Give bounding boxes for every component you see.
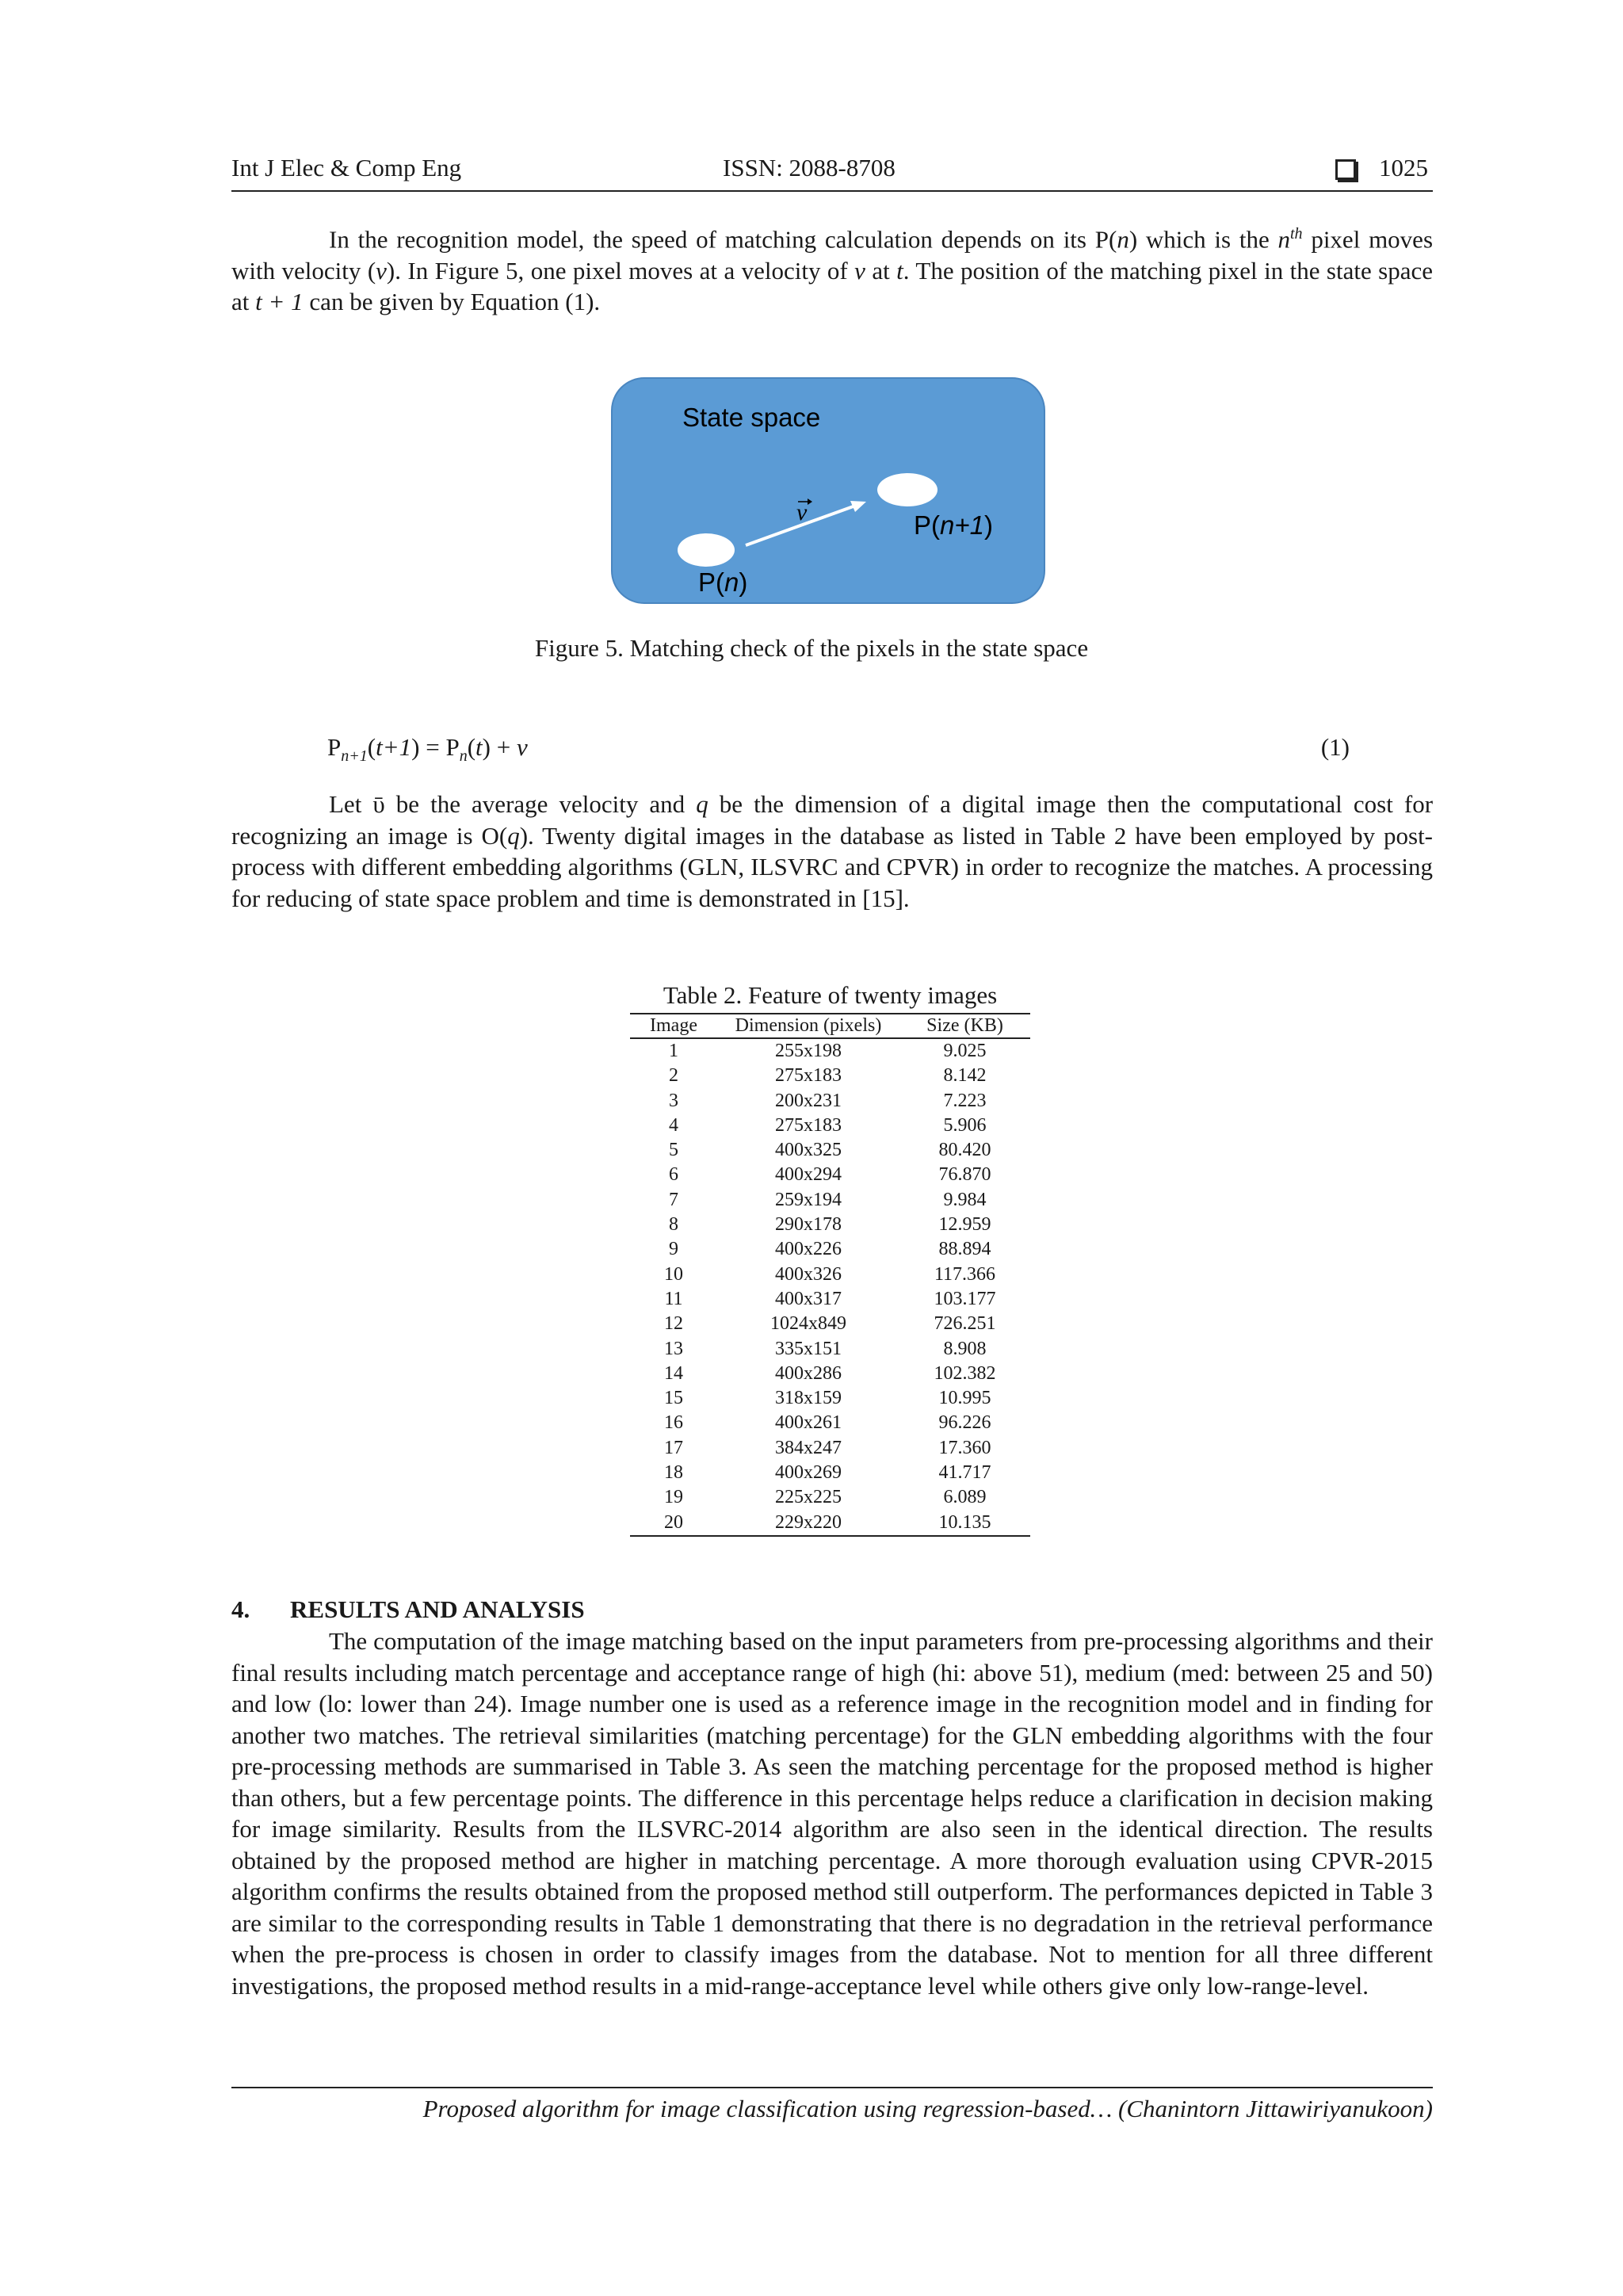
- table-cell: 8.908: [943, 1338, 987, 1359]
- table-cell: 10.135: [899, 1511, 1030, 1536]
- table-cell: 6.089: [943, 1487, 987, 1508]
- table-cell: 19: [664, 1487, 683, 1508]
- table-row: [630, 1511, 1030, 1536]
- table-cell: 80.420: [938, 1140, 991, 1161]
- table-cell: 259x194: [775, 1189, 842, 1210]
- table-cell: 11: [664, 1288, 683, 1309]
- table-2: [630, 981, 1030, 1537]
- table-row: [630, 1485, 1030, 1510]
- table-cell: 41.717: [938, 1462, 991, 1484]
- table-cell: 12.959: [938, 1214, 991, 1236]
- table-cell: 384x247: [775, 1437, 842, 1458]
- table-row: [630, 1213, 1030, 1237]
- table-cell: 102.382: [934, 1362, 996, 1384]
- table-cell: 10: [664, 1263, 683, 1285]
- table-cell: 12: [664, 1313, 683, 1335]
- equation-1: $P_{n+1}(t+1) = P_n(t) + v$ (1): [327, 733, 1350, 766]
- table-row: [630, 1064, 1030, 1088]
- table-cell: 5: [669, 1140, 678, 1161]
- table-row: [630, 1163, 1030, 1187]
- table-cell: 7.223: [943, 1090, 987, 1111]
- table-row: [630, 1138, 1030, 1163]
- table-cell: 400x317: [775, 1288, 842, 1309]
- table-row: [630, 1386, 1030, 1411]
- table-cell: 1024x849: [770, 1313, 846, 1335]
- table-cell: 20: [630, 1511, 717, 1536]
- table-header-row: [630, 1014, 1030, 1038]
- table-row: [630, 1237, 1030, 1262]
- table-header-cell: Dimension (pixels): [717, 1014, 899, 1038]
- table-cell: 275x183: [775, 1114, 842, 1136]
- page-footer: Proposed algorithm for image classification using regression-based… (Chanintorn Jittawiriyanukoon): [231, 2087, 1433, 2123]
- table-cell: 200x231: [775, 1090, 842, 1111]
- table-cell: 15: [664, 1388, 683, 1409]
- table-cell: 400x294: [775, 1164, 842, 1186]
- table-row: [630, 1038, 1030, 1064]
- table-cell: 76.870: [938, 1164, 991, 1186]
- table-cell: 726.251: [934, 1313, 996, 1335]
- pn-label: P(n): [698, 567, 748, 597]
- table-cell: 103.177: [934, 1288, 996, 1309]
- table-cell: 17.360: [938, 1437, 991, 1458]
- table-cell: 9.984: [943, 1189, 987, 1210]
- table-cell: 16: [664, 1412, 683, 1434]
- equation-number: (1): [1320, 733, 1350, 761]
- page-header: [231, 154, 1433, 192]
- table-cell: 229x220: [717, 1511, 899, 1536]
- table-cell: 8.142: [943, 1065, 987, 1087]
- table-row: [630, 1188, 1030, 1213]
- table-row: [630, 1411, 1030, 1435]
- table-row: [630, 1312, 1030, 1336]
- journal-name: Int J Elec & Comp Eng: [231, 154, 462, 181]
- table-cell: 10.995: [938, 1388, 991, 1409]
- section-title: RESULTS AND ANALYSIS: [290, 1595, 585, 1623]
- table-cell: 400x326: [775, 1263, 842, 1285]
- intro-paragraph: In the recognition model, the speed of matching calculation depends on its P(n) which is the $n^{th}$ pixel moves with velocity (v). In Figure 5, one pixel moves at a velocity of v at t. The position of the matching pixel in the state space at t + 1 can be given by Equation (1).: [231, 225, 1434, 316]
- table-cell: 1: [669, 1041, 678, 1061]
- table-header-cell: Size (KB): [899, 1014, 1030, 1038]
- section-4-paragraph: The computation of the image matching based on the input parameters from pre-processing algorithms and their final results including match percentage and acceptance range of high (hi: above 51), medium (med: between 25 and 50) and low (lo: lower than 24). Image number one is used as a reference image in the recognition model and in finding for another two matches. The retrieval similarities (matching percentage) for the GLN embedding algorithms with the four pre-processing methods are summarised in Table 3. As seen the matching percentage for the proposed method is higher than others, but a few percentage points. The difference in this percentage helps reduce a clarification in decision making for image similarity. Results from the ILSVRC-2014 algorithm are also seen in the identical direction. The results obtained by the proposed method are higher in matching percentage. A more thorough evaluation using CPVR-2015 algorithm confirms the results obtained from the proposed method still outperform. The performances depicted in Table 3 are similar to the corresponding results in Table 1 demonstrating that there is no degradation in the retrieval performance when the pre-process is chosen in order to classify images from the database. Not to mention for all three different investigations, the proposed method results in a mid-range-acceptance level while others give only low-range-level.: [231, 1627, 1433, 2000]
- table-cell: 18: [664, 1462, 683, 1484]
- table-cell: 400x286: [775, 1362, 842, 1384]
- velocity-arrow-icon: [613, 379, 1047, 606]
- table-cell: 4: [669, 1114, 678, 1136]
- table-cell: 14: [664, 1362, 683, 1384]
- table-cell: 17: [664, 1437, 683, 1458]
- table-cell: 8: [669, 1214, 678, 1236]
- section-number: 4.: [231, 1595, 250, 1623]
- table-cell: 275x183: [775, 1065, 842, 1087]
- checkbox-square-icon: [1335, 159, 1356, 180]
- table-row: [630, 1263, 1030, 1287]
- velocity-label: v: [796, 499, 808, 525]
- table-row: [630, 1362, 1030, 1386]
- feature-table: [630, 1013, 1030, 1537]
- table-row: [630, 1337, 1030, 1362]
- table-cell: 7: [669, 1189, 678, 1210]
- table-row: [630, 1436, 1030, 1461]
- table-cell: 400x261: [775, 1412, 842, 1434]
- table-title: Table 2. Feature of twenty images: [663, 981, 998, 1009]
- table-cell: 318x159: [775, 1388, 842, 1409]
- pn1-label: P(n+1): [914, 510, 993, 540]
- table-cell: 255x198: [775, 1041, 842, 1061]
- table-cell: 225x225: [775, 1487, 842, 1508]
- table-row: [630, 1287, 1030, 1312]
- page-number: 1025: [1379, 154, 1428, 181]
- table-cell: 117.366: [934, 1263, 996, 1285]
- table-header-cell: Image: [630, 1014, 717, 1038]
- table-cell: 400x325: [775, 1140, 842, 1161]
- table-cell: 400x269: [775, 1462, 842, 1484]
- table-cell: 400x226: [775, 1239, 842, 1260]
- table-cell: 3: [669, 1090, 678, 1111]
- figure-caption: Figure 5. Matching check of the pixels in the state space: [534, 634, 1089, 662]
- table-cell: 96.226: [938, 1412, 991, 1434]
- issn: ISSN: 2088-8708: [723, 154, 896, 181]
- paragraph-2: Let ῡ be the average velocity and q be the dimension of a digital image then the computational cost for recognizing an image is O(q). Twenty digital images in the database as listed in Table 2 have been employed by post-process with different embedding algorithms (GLN, ILSVRC and CPVR) in order to recognize the matches. A processing for reducing of state space problem and time is demonstrated in [15].: [231, 790, 1434, 912]
- state-space-figure: [611, 377, 1045, 604]
- table-row: [630, 1089, 1030, 1114]
- table-cell: 290x178: [775, 1214, 842, 1236]
- table-cell: 9.025: [943, 1041, 987, 1061]
- table-cell: 13: [664, 1338, 683, 1359]
- table-cell: 6: [669, 1164, 678, 1186]
- table-cell: 335x151: [775, 1338, 842, 1359]
- state-space-label: State space: [682, 403, 821, 432]
- section-heading: [231, 1595, 585, 1624]
- table-cell: 88.894: [938, 1239, 991, 1260]
- table-cell: 9: [669, 1239, 678, 1260]
- table-row: [630, 1461, 1030, 1485]
- table-cell: 5.906: [943, 1114, 987, 1136]
- table-cell: 2: [669, 1065, 678, 1087]
- table-row: [630, 1114, 1030, 1138]
